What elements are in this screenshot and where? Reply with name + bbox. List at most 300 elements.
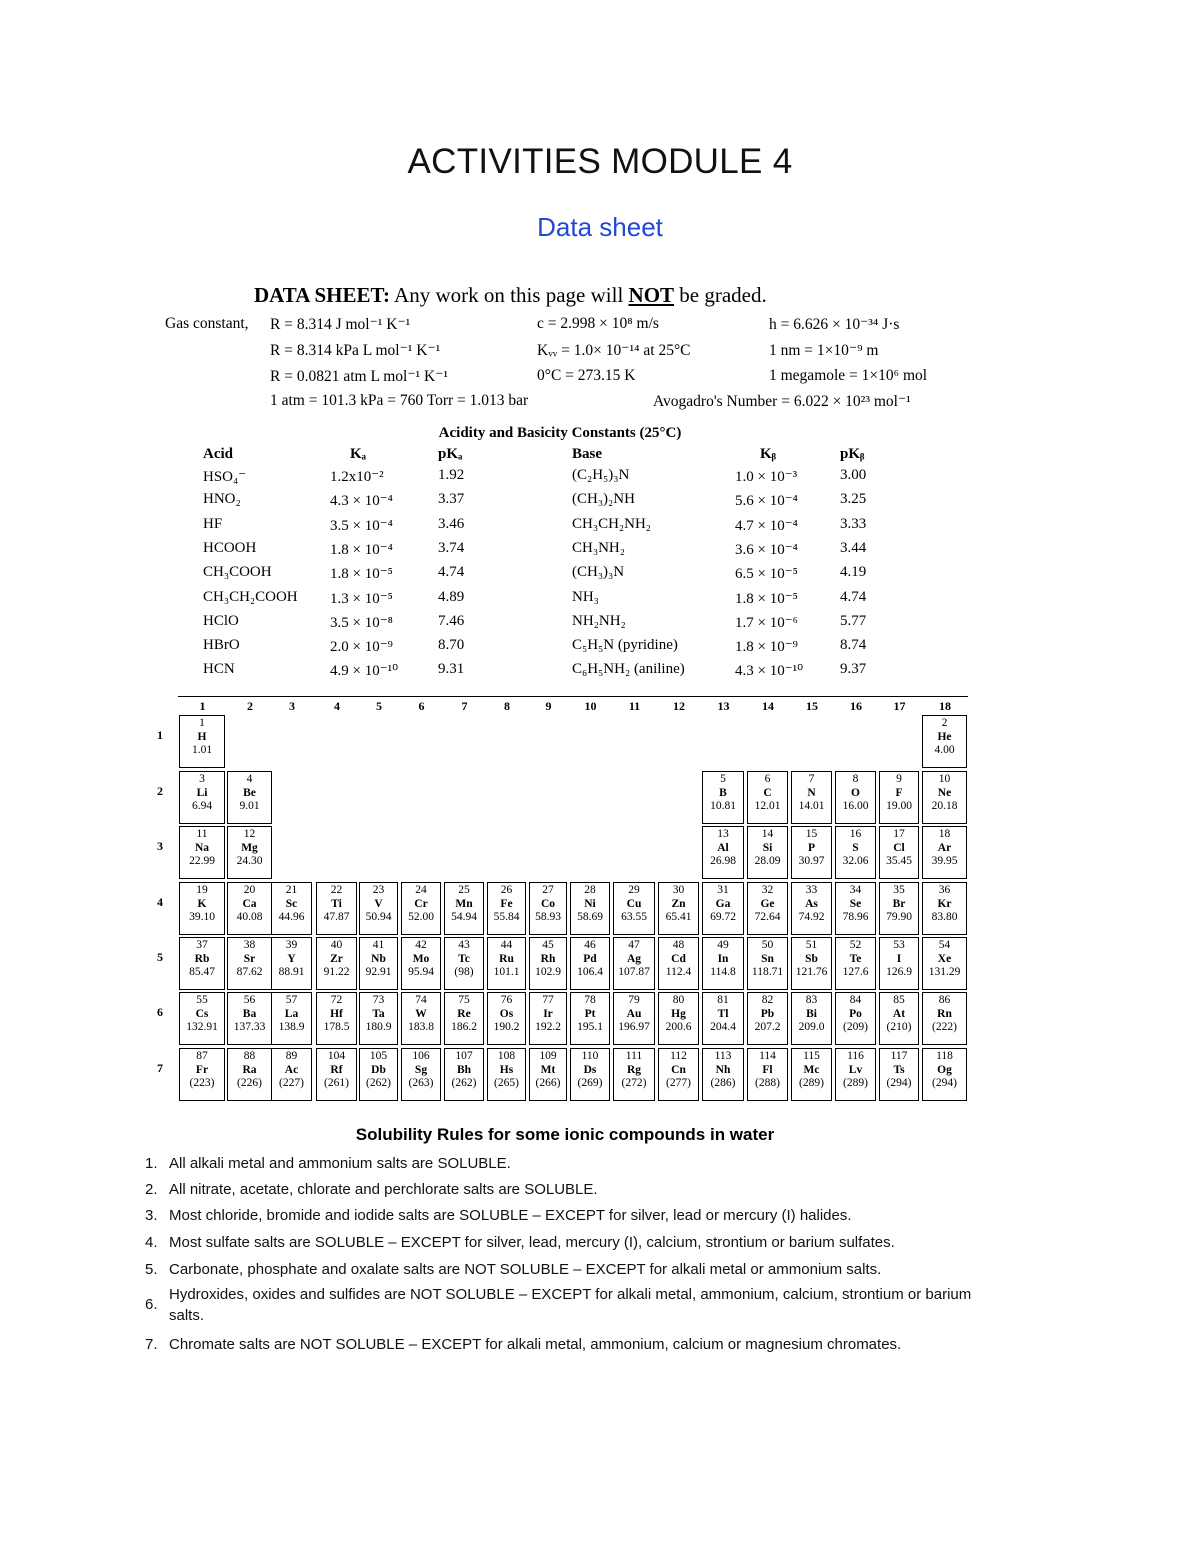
- acid-base-pkb-cell: 3.33: [840, 515, 867, 532]
- element-atomic-number: 74: [415, 994, 427, 1006]
- base-header: Base: [572, 446, 602, 462]
- period-label: 5: [157, 950, 163, 964]
- element-atomic-number: 88: [243, 1050, 256, 1062]
- constant-nanometer: 1 nm = 1×10⁻⁹ m: [769, 342, 879, 359]
- element-atomic-number: 115: [803, 1050, 820, 1062]
- element-cell-k: [179, 882, 225, 935]
- element-symbol: Sn: [761, 952, 774, 965]
- acid-base-pkb-cell: 3.44: [840, 539, 867, 556]
- element-atomic-number: 57: [285, 994, 298, 1006]
- element-atomic-number: 49: [717, 939, 729, 951]
- element-cell-v: [359, 882, 398, 935]
- element-atomic-mass: 24.30: [236, 855, 263, 867]
- element-cell-ga: [702, 882, 744, 935]
- element-atomic-mass: (266): [535, 1077, 561, 1089]
- element-symbol: W: [415, 1007, 427, 1020]
- acid-base-pka-cell: 7.46: [438, 612, 465, 629]
- period-label: 6: [157, 1005, 163, 1019]
- element-symbol: Ir: [543, 1007, 553, 1020]
- element-symbol: Ds: [583, 1063, 597, 1076]
- element-atomic-number: 109: [539, 1050, 557, 1062]
- element-atomic-number: 16: [849, 828, 862, 840]
- element-atomic-number: 50: [761, 939, 774, 951]
- element-symbol: Og: [937, 1063, 952, 1076]
- element-cell-rb: [179, 937, 225, 990]
- element-atomic-mass: (98): [454, 966, 474, 978]
- element-atomic-mass: 35.45: [886, 855, 912, 867]
- acid-header: Acid: [203, 446, 233, 462]
- ka-header: Kₐ: [350, 446, 367, 462]
- element-symbol: Rn: [937, 1007, 952, 1020]
- element-atomic-number: 56: [243, 994, 256, 1006]
- acid-base-pkb-cell: 5.77: [840, 612, 867, 629]
- element-atomic-number: 36: [938, 884, 951, 896]
- element-symbol: Cd: [671, 952, 686, 965]
- element-cell-fr: [179, 1048, 225, 1101]
- acid-base-ka-cell: 3.5 × 10⁻⁴: [330, 517, 393, 534]
- acid-base-pkb-cell: 8.74: [840, 637, 867, 654]
- element-atomic-mass: 4.00: [934, 744, 955, 756]
- element-cell-li: [179, 771, 225, 824]
- element-cell-y: [271, 937, 312, 990]
- acid-base-base-cell: CH₃NH₂: [572, 539, 625, 556]
- solubility-rule: [145, 1177, 985, 1203]
- element-atomic-mass: (261): [324, 1077, 349, 1089]
- acid-base-acid-cell: HCOOH: [203, 539, 257, 556]
- element-atomic-mass: 78.96: [842, 911, 869, 923]
- solubility-rule: [145, 1332, 985, 1358]
- element-cell-s: [835, 826, 876, 879]
- acid-base-acid-cell: HNO₂: [203, 491, 241, 508]
- element-atomic-mass: (272): [621, 1077, 647, 1089]
- acid-base-pkb-cell: 3.25: [840, 491, 867, 508]
- period-label: 3: [157, 839, 163, 853]
- element-atomic-mass: (209): [843, 1021, 868, 1033]
- element-atomic-number: 20: [243, 884, 256, 896]
- element-cell-h: [179, 715, 225, 768]
- element-cell-cd: [658, 937, 699, 990]
- page-subtitle: Data sheet: [537, 212, 663, 242]
- element-symbol: Sb: [805, 952, 818, 965]
- acid-base-acid-cell: CH₃CH₂COOH: [203, 588, 298, 605]
- page-title: ACTIVITIES MODULE 4: [407, 142, 793, 181]
- element-atomic-mass: 47.87: [323, 911, 350, 923]
- element-symbol: Cl: [893, 841, 905, 854]
- element-cell-c: [747, 771, 788, 824]
- acid-base-kb-cell: 4.3 × 10⁻¹⁰: [735, 663, 804, 680]
- element-symbol: Y: [287, 952, 296, 965]
- acid-base-kb-cell: 6.5 × 10⁻⁵: [735, 566, 798, 583]
- group-label: 7: [461, 699, 468, 713]
- element-symbol: Xe: [937, 952, 952, 965]
- element-cell-pd: [570, 937, 610, 990]
- acid-base-ka-cell: 1.3 × 10⁻⁵: [330, 590, 393, 607]
- element-atomic-number: 28: [584, 884, 596, 896]
- element-atomic-number: 77: [542, 994, 554, 1006]
- element-symbol: Bi: [806, 1007, 817, 1020]
- element-atomic-mass: 121.76: [795, 966, 828, 978]
- element-cell-w: [401, 992, 441, 1045]
- element-atomic-mass: 9.01: [239, 800, 260, 812]
- element-atomic-mass: 12.01: [754, 800, 781, 812]
- element-atomic-mass: 107.87: [618, 966, 650, 978]
- kb-header: Kᵦ: [760, 446, 777, 462]
- acid-base-pkb-cell: 4.74: [840, 588, 867, 605]
- element-cell-in: [702, 937, 744, 990]
- element-atomic-mass: 32.06: [842, 855, 869, 867]
- element-cell-ti: [316, 882, 357, 935]
- element-symbol: Bh: [456, 1063, 472, 1076]
- element-atomic-mass: 88.91: [278, 966, 305, 978]
- element-cell-rf: [316, 1048, 357, 1101]
- element-atomic-number: 84: [849, 994, 862, 1006]
- element-symbol: Al: [717, 841, 729, 854]
- element-atomic-number: 9: [896, 773, 902, 785]
- element-atomic-mass: 58.69: [577, 911, 603, 923]
- group-label: 13: [717, 699, 730, 713]
- solubility-rule-text: Carbonate, phosphate and oxalate salts are NOT SOLUBLE – EXCEPT for alkali metal or ammonium salts.: [169, 1261, 882, 1278]
- element-atomic-number: 112: [670, 1050, 687, 1062]
- element-symbol: Ne: [937, 786, 952, 799]
- acid-base-pka-cell: 9.31: [438, 661, 465, 678]
- element-symbol: Po: [849, 1007, 862, 1020]
- element-symbol: Sg: [414, 1063, 428, 1076]
- element-atomic-number: 107: [455, 1050, 473, 1062]
- element-atomic-number: 45: [542, 939, 554, 951]
- element-atomic-mass: 138.9: [278, 1021, 305, 1033]
- element-atomic-mass: 131.29: [928, 966, 961, 978]
- element-cell-sr: [227, 937, 272, 990]
- element-atomic-number: 18: [938, 828, 951, 840]
- element-cell-la: [271, 992, 312, 1045]
- element-symbol: Ge: [760, 897, 775, 910]
- acid-base-kb-cell: 4.7 × 10⁻⁴: [735, 517, 798, 534]
- element-atomic-number: 12: [243, 828, 256, 840]
- element-atomic-mass: 200.6: [665, 1021, 692, 1033]
- element-atomic-number: 108: [497, 1050, 516, 1062]
- element-cell-fl: [747, 1048, 788, 1101]
- element-atomic-mass: 26.98: [710, 855, 736, 867]
- element-atomic-number: 114: [759, 1050, 776, 1062]
- element-atomic-number: 29: [628, 884, 640, 896]
- element-cell-tc: [444, 937, 484, 990]
- element-symbol: Ga: [715, 897, 731, 910]
- element-atomic-number: 35: [893, 884, 905, 896]
- element-cell-mt: [529, 1048, 567, 1101]
- element-cell-o: [835, 771, 876, 824]
- acid-base-ka-cell: 1.2x10⁻²: [330, 469, 384, 485]
- element-symbol: Br: [892, 897, 906, 910]
- constant-r-joule: R = 8.314 J mol⁻¹ K⁻¹: [270, 316, 411, 333]
- acid-base-acid-cell: HClO: [203, 612, 239, 629]
- constant-kw: Kᵥᵥ = 1.0× 10⁻¹⁴ at 25°C: [537, 342, 691, 359]
- element-atomic-mass: (289): [843, 1077, 868, 1089]
- element-atomic-number: 19: [196, 884, 208, 896]
- element-atomic-mass: (223): [189, 1077, 215, 1089]
- element-atomic-number: 75: [458, 994, 470, 1006]
- solubility-rule-text: Chromate salts are NOT SOLUBLE – EXCEPT for alkali metal, ammonium, calcium or magnesium chromates.: [169, 1336, 902, 1353]
- element-symbol: Be: [243, 786, 256, 799]
- group-label: 18: [939, 699, 951, 713]
- element-cell-f: [879, 771, 919, 824]
- solubility-rule: [145, 1257, 985, 1284]
- element-symbol: Tc: [458, 952, 470, 965]
- element-atomic-mass: (222): [932, 1021, 957, 1033]
- acid-base-base-cell: NH₃: [572, 588, 599, 605]
- acid-base-pka-cell: 8.70: [438, 637, 465, 654]
- element-symbol: F: [895, 786, 903, 799]
- element-cell-ru: [487, 937, 526, 990]
- constant-zero-celsius: 0°C = 273.15 K: [537, 367, 636, 384]
- element-cell-ag: [613, 937, 655, 990]
- element-symbol: As: [805, 897, 818, 910]
- element-atomic-number: 39: [285, 939, 298, 951]
- element-atomic-mass: (277): [666, 1077, 691, 1089]
- acid-base-ka-cell: 3.5 × 10⁻⁸: [330, 614, 393, 631]
- element-atomic-mass: 30.97: [798, 855, 825, 867]
- acid-base-kb-cell: 1.8 × 10⁻⁹: [735, 639, 798, 656]
- element-atomic-number: 85: [893, 994, 905, 1006]
- element-cell-p: [791, 826, 832, 879]
- element-atomic-mass: 137.33: [233, 1021, 266, 1033]
- solubility-rule: [145, 1284, 985, 1332]
- solubility-title: Solubility Rules for some ionic compounds in water: [355, 1125, 775, 1144]
- element-cell-rg: [613, 1048, 655, 1101]
- acid-base-ka-cell: 2.0 × 10⁻⁹: [330, 639, 393, 656]
- element-cell-br: [879, 882, 919, 935]
- element-atomic-number: 17: [893, 828, 905, 840]
- element-cell-ba: [227, 992, 272, 1045]
- element-atomic-mass: 40.08: [236, 911, 263, 923]
- element-atomic-mass: 192.2: [535, 1021, 561, 1033]
- acid-base-base-cell: NH₂NH₂: [572, 612, 626, 629]
- element-atomic-mass: 14.01: [798, 800, 825, 812]
- element-atomic-mass: 16.00: [842, 800, 869, 812]
- element-atomic-mass: 55.84: [493, 911, 520, 923]
- acid-base-acid-cell: HBrO: [203, 637, 240, 654]
- solubility-rule-number: 3.: [145, 1207, 158, 1224]
- acid-base-ka-cell: 1.8 × 10⁻⁵: [330, 566, 393, 583]
- element-atomic-number: 40: [330, 939, 343, 951]
- gas-constant-label: Gas constant,: [165, 315, 249, 332]
- element-atomic-mass: 63.55: [621, 911, 647, 923]
- acid-base-pka-cell: 4.89: [438, 588, 465, 605]
- element-cell-co: [529, 882, 567, 935]
- element-cell-ra: [227, 1048, 272, 1101]
- element-cell-ts: [879, 1048, 919, 1101]
- element-atomic-number: 6: [764, 773, 771, 785]
- element-symbol: Fl: [762, 1063, 773, 1076]
- element-symbol: Ts: [893, 1063, 905, 1076]
- element-cell-as: [791, 882, 832, 935]
- element-atomic-mass: 183.8: [408, 1021, 434, 1033]
- data-sheet-heading-text: Any work on this page will: [394, 283, 624, 307]
- element-cell-sn: [747, 937, 788, 990]
- element-atomic-number: 15: [805, 828, 818, 840]
- group-label: 8: [504, 699, 510, 713]
- group-label: 17: [893, 699, 906, 713]
- element-cell-rn: [922, 992, 967, 1045]
- element-symbol: Ni: [584, 897, 596, 910]
- acid-base-pka-cell: 4.74: [438, 564, 465, 581]
- element-cell-se: [835, 882, 876, 935]
- periodic-table-top-rule: [178, 696, 968, 697]
- element-symbol: Pd: [583, 952, 597, 965]
- element-atomic-number: 51: [805, 939, 818, 951]
- element-atomic-mass: (226): [237, 1077, 262, 1089]
- element-cell-ir: [529, 992, 567, 1045]
- element-symbol: S: [852, 841, 859, 854]
- element-atomic-mass: 72.64: [754, 911, 781, 923]
- element-atomic-number: 25: [458, 884, 470, 896]
- element-symbol: Mg: [241, 841, 258, 854]
- element-cell-nb: [359, 937, 398, 990]
- element-atomic-mass: 65.41: [665, 911, 692, 923]
- element-cell-pb: [747, 992, 788, 1045]
- element-atomic-number: 47: [628, 939, 640, 951]
- data-sheet-heading: [254, 283, 767, 308]
- element-symbol: Cs: [195, 1007, 209, 1020]
- element-atomic-mass: 44.96: [278, 911, 305, 923]
- element-atomic-mass: 101.1: [493, 966, 520, 978]
- element-atomic-mass: 74.92: [798, 911, 825, 923]
- acid-base-pkb-cell: 9.37: [840, 661, 867, 678]
- element-atomic-number: 53: [893, 939, 905, 951]
- constant-atm: 1 atm = 101.3 kPa = 760 Torr = 1.013 bar: [270, 392, 529, 409]
- element-symbol: Hs: [499, 1063, 514, 1076]
- element-symbol: Ac: [284, 1063, 299, 1076]
- element-cell-ac: [271, 1048, 312, 1101]
- element-symbol: In: [717, 952, 729, 965]
- element-atomic-number: 48: [672, 939, 685, 951]
- acid-base-pka-cell: 3.74: [438, 539, 465, 556]
- acid-base-pka-cell: 3.46: [438, 515, 465, 532]
- acid-base-acid-cell: HSO₄⁻: [203, 469, 247, 485]
- element-atomic-number: 38: [243, 939, 256, 951]
- element-cell-cs: [179, 992, 225, 1045]
- data-sheet-heading-not: NOT: [628, 283, 675, 307]
- acid-base-kb-cell: 1.0 × 10⁻³: [735, 469, 798, 485]
- element-symbol: Ti: [331, 897, 342, 910]
- element-atomic-mass: (262): [451, 1077, 477, 1089]
- element-atomic-number: 118: [936, 1050, 953, 1062]
- element-atomic-mass: (269): [577, 1077, 603, 1089]
- element-atomic-mass: 10.81: [710, 800, 736, 812]
- group-label: 14: [762, 699, 774, 713]
- element-atomic-mass: 132.91: [186, 1021, 218, 1033]
- element-symbol: Hg: [671, 1007, 686, 1020]
- group-label: 16: [850, 699, 862, 713]
- acid-base-table-title: Acidity and Basicity Constants (25°C): [438, 425, 682, 441]
- element-atomic-number: 117: [890, 1050, 908, 1062]
- solubility-rule-number: 4.: [145, 1234, 158, 1251]
- element-symbol: La: [284, 1007, 299, 1020]
- constant-planck: h = 6.626 × 10⁻³⁴ J·s: [769, 316, 900, 333]
- element-atomic-mass: (286): [710, 1077, 736, 1089]
- element-cell-hf: [316, 992, 357, 1045]
- element-atomic-number: 1: [199, 717, 205, 729]
- element-symbol: Au: [626, 1007, 642, 1020]
- acid-base-base-cell: (C₂H₅)₃N: [572, 467, 630, 483]
- element-atomic-mass: 58.93: [535, 911, 561, 923]
- element-atomic-number: 37: [196, 939, 208, 951]
- element-symbol: Pt: [584, 1007, 596, 1020]
- element-atomic-number: 27: [542, 884, 554, 896]
- group-label: 11: [628, 699, 641, 713]
- element-symbol: H: [197, 730, 207, 743]
- acid-base-pkb-cell: 3.00: [840, 467, 867, 483]
- element-atomic-number: 30: [672, 884, 685, 896]
- element-atomic-number: 52: [849, 939, 862, 951]
- element-symbol: Nh: [715, 1063, 731, 1076]
- element-cell-ds: [570, 1048, 610, 1101]
- element-atomic-number: 13: [717, 828, 729, 840]
- acid-base-base-cell: (CH₃)₃N: [572, 564, 625, 581]
- element-cell-mn: [444, 882, 484, 935]
- element-cell-bh: [444, 1048, 484, 1101]
- element-symbol: Lv: [848, 1063, 863, 1076]
- element-atomic-mass: 178.5: [323, 1021, 350, 1033]
- element-atomic-mass: 114.8: [710, 966, 736, 978]
- element-cell-mo: [401, 937, 441, 990]
- element-atomic-mass: 85.47: [189, 966, 215, 978]
- element-atomic-mass: 19.00: [886, 800, 912, 812]
- element-symbol: Cu: [626, 897, 642, 910]
- element-symbol: Cr: [414, 897, 428, 910]
- element-cell-tl: [702, 992, 744, 1045]
- element-symbol: Ar: [937, 841, 952, 854]
- acid-base-acid-cell: HF: [203, 515, 223, 532]
- element-atomic-mass: 186.2: [451, 1021, 477, 1033]
- element-atomic-mass: 102.9: [535, 966, 561, 978]
- element-atomic-mass: 112.4: [665, 966, 692, 978]
- element-atomic-number: 21: [285, 884, 298, 896]
- solubility-rule: [145, 1151, 985, 1177]
- element-symbol: Rb: [194, 952, 210, 965]
- element-symbol: Pb: [760, 1007, 775, 1020]
- element-atomic-number: 76: [500, 994, 513, 1006]
- solubility-rule-text: All nitrate, acetate, chlorate and perchlorate salts are SOLUBLE.: [169, 1181, 598, 1198]
- element-atomic-number: 31: [717, 884, 729, 896]
- element-cell-n: [791, 771, 832, 824]
- solubility-rule-number: 7.: [145, 1336, 158, 1353]
- solubility-rule-text: Most chloride, bromide and iodide salts are SOLUBLE – EXCEPT for silver, lead or mercury (I) halides.: [169, 1207, 852, 1224]
- element-atomic-number: 55: [196, 994, 208, 1006]
- solubility-rule: [145, 1230, 985, 1257]
- element-symbol: Ta: [372, 1007, 385, 1020]
- element-cell-b: [702, 771, 744, 824]
- element-cell-na: [179, 826, 225, 879]
- acid-base-ka-cell: 4.9 × 10⁻¹⁰: [330, 663, 399, 680]
- element-atomic-number: 41: [372, 939, 385, 951]
- acid-base-pka-cell: 3.37: [438, 491, 465, 508]
- element-atomic-number: 42: [415, 939, 427, 951]
- element-atomic-number: 26: [500, 884, 513, 896]
- element-symbol: V: [374, 897, 383, 910]
- element-cell-sc: [271, 882, 312, 935]
- constant-speed-of-light: c = 2.998 × 10⁸ m/s: [537, 315, 659, 332]
- element-symbol: Mo: [412, 952, 430, 965]
- solubility-rule: [145, 1203, 985, 1230]
- element-cell-sb: [791, 937, 832, 990]
- element-atomic-mass: 69.72: [710, 911, 736, 923]
- element-symbol: Fr: [195, 1063, 209, 1076]
- element-atomic-mass: 52.00: [408, 911, 434, 923]
- element-atomic-number: 73: [372, 994, 385, 1006]
- element-symbol: Rg: [626, 1063, 642, 1076]
- element-cell-xe: [922, 937, 967, 990]
- constant-r-atm: R = 0.0821 atm L mol⁻¹ K⁻¹: [270, 368, 449, 385]
